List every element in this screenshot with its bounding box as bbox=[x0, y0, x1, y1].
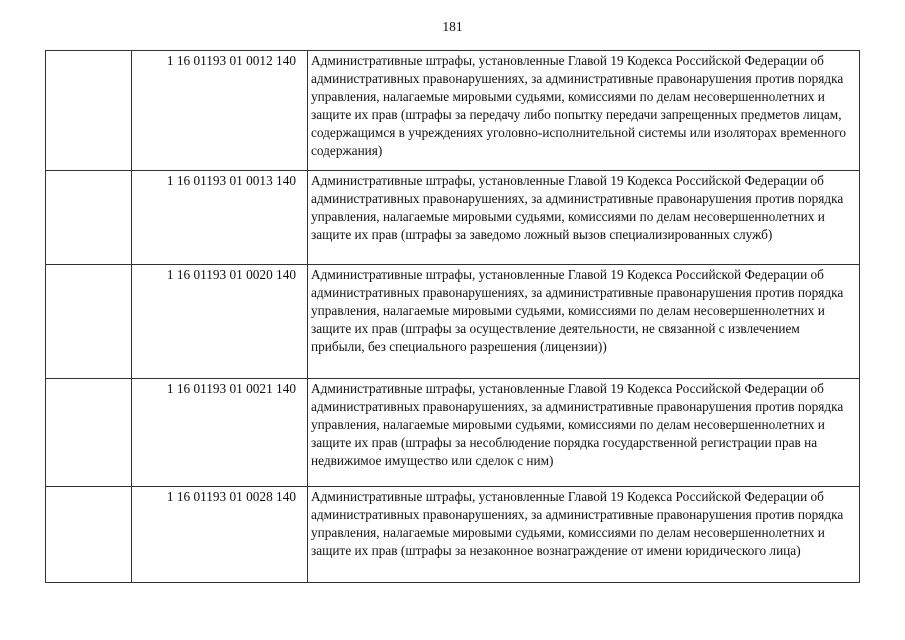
admin-code-cell bbox=[46, 379, 132, 487]
budget-code-cell: 1 16 01193 01 0013 140 bbox=[132, 171, 308, 265]
description-cell: Административные штрафы, установленные Главой 19 Кодекса Российской Федерации об административных правонарушениях, за административные правонарушения против порядка управления, налагаемые мировыми судьями, комиссиями по делам несовершеннолетних и защите их прав (штрафы за заведомо ложный вызов специализированных служб) bbox=[308, 171, 860, 265]
budget-code-cell: 1 16 01193 01 0020 140 bbox=[132, 265, 308, 379]
admin-code-cell bbox=[46, 51, 132, 171]
page-number: 181 bbox=[442, 19, 463, 34]
admin-code-cell bbox=[46, 265, 132, 379]
description-cell: Административные штрафы, установленные Главой 19 Кодекса Российской Федерации об административных правонарушениях, за административные правонарушения против порядка управления, налагаемые мировыми судьями, комиссиями по делам несовершеннолетних и защите их прав (штрафы за незаконное вознаграждение от имени юридического лица) bbox=[308, 487, 860, 583]
budget-code-cell: 1 16 01193 01 0012 140 bbox=[132, 51, 308, 171]
table-row bbox=[46, 51, 860, 171]
budget-code-cell: 1 16 01193 01 0028 140 bbox=[132, 487, 308, 583]
description-cell: Административные штрафы, установленные Главой 19 Кодекса Российской Федерации об административных правонарушениях, за административные правонарушения против порядка управления, налагаемые мировыми судьями, комиссиями по делам несовершеннолетних и защите их прав (штрафы за несоблюдение порядка государственной регистрации прав на недвижимое имущество или сделок с ним) bbox=[308, 379, 860, 487]
table-row bbox=[46, 265, 860, 379]
revenue-codes-table bbox=[45, 50, 860, 583]
description-cell: Административные штрафы, установленные Главой 19 Кодекса Российской Федерации об административных правонарушениях, за административные правонарушения против порядка управления, налагаемые мировыми судьями, комиссиями по делам несовершеннолетних и защите их прав (штрафы за передачу либо попытку передачи запрещенных предметов лицам, содержащимся в учреждениях уголовно-исполнительной системы или изоляторах временного содержания) bbox=[308, 51, 860, 171]
table-row bbox=[46, 171, 860, 265]
table-row bbox=[46, 379, 860, 487]
admin-code-cell bbox=[46, 171, 132, 265]
table-row bbox=[46, 487, 860, 583]
description-cell: Административные штрафы, установленные Главой 19 Кодекса Российской Федерации об административных правонарушениях, за административные правонарушения против порядка управления, налагаемые мировыми судьями, комиссиями по делам несовершеннолетних и защите их прав (штрафы за осуществление деятельности, не связанной с извлечением прибыли, без специального разрешения (лицензии)) bbox=[308, 265, 860, 379]
budget-code-cell: 1 16 01193 01 0021 140 bbox=[132, 379, 308, 487]
admin-code-cell bbox=[46, 487, 132, 583]
